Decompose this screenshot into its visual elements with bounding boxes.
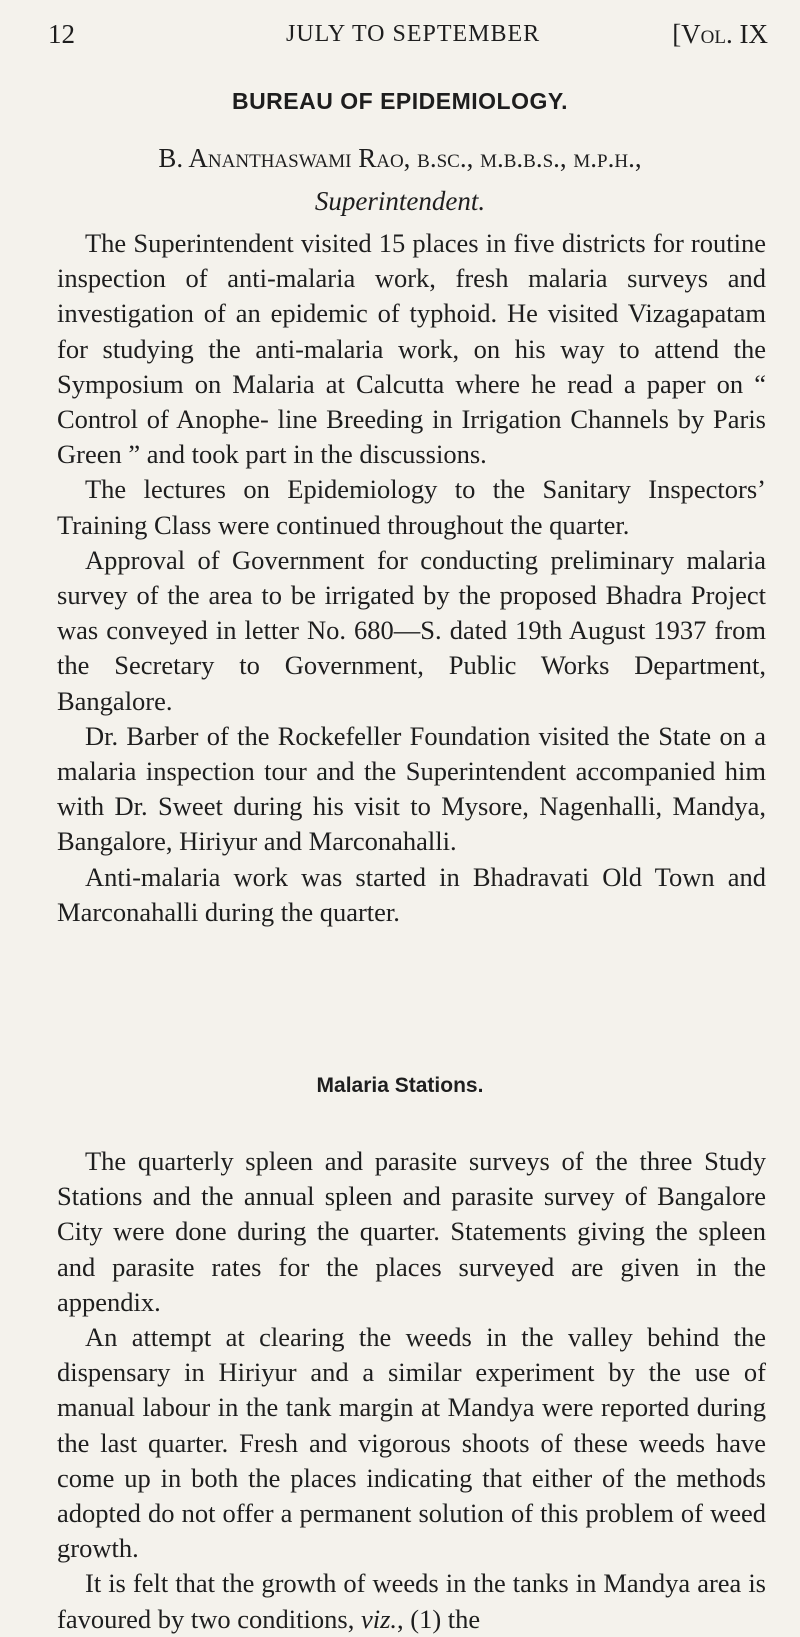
page-number: 12 xyxy=(48,19,75,49)
author-line: B. Ananthaswami Rao, b.sc., m.b.b.s., m.p.h., xyxy=(158,143,642,173)
running-title: JULY TO SEPTEMBER xyxy=(286,21,541,47)
volume-label: [Vol. IX xyxy=(672,19,768,49)
paragraph-rockefeller: Dr. Barber of the Rockefeller Foundation visited the State on a malaria inspection tour and the Superintendent accompanied him with Dr. Sweet during his visit to Mysore, Nagenhalli, Mandya, Bangalore, Hiriyur and Marconahalli. xyxy=(57,720,766,857)
malaria-stations-body xyxy=(57,1144,766,1637)
author-role: Superintendent. xyxy=(314,186,486,216)
paragraph-weed-growth xyxy=(57,1566,766,1636)
paragraph-anti-malaria-work: Anti-malaria work was started in Bhadravati Old Town and Marconahalli during the quarter. xyxy=(57,861,766,927)
section-heading-malaria-stations: Malaria Stations. xyxy=(316,1074,484,1097)
paragraph-superintendent-visits: The Superintendent visited 15 places in five districts for routine inspection of anti-malaria work, fresh malaria surveys and investigation of an epidemic of typhoid. He visited Vizagapatam for studying the anti-malaria work, on his way to attend the Symposium on Malaria at Calcutta where he read a paper on “ Control of Anophe- line Breeding in Irrigation Channels by Paris Green ” and took part in the discussions. xyxy=(57,228,766,470)
bureau-title: BUREAU OF EPIDEMIOLOGY. xyxy=(231,88,569,114)
weed-growth-text-end: , (1) the xyxy=(397,1603,481,1634)
viz-italic: viz. xyxy=(360,1603,398,1634)
weed-growth-text: It is felt that the growth of weeds in the tanks in Mandya area is favoured by two conditions, xyxy=(57,1568,766,1634)
paragraph-lectures: The lectures on Epidemiology to the Sanitary Inspectors’ Training Class were continued throughout the quarter. xyxy=(57,474,766,540)
paragraph-approval: Approval of Government for conducting preliminary malaria survey of the area to be irrigated by the proposed Bhadra Project was conveyed in letter No. 680—S. dated 19th August 1937 from the Secretary to Government, Public Works Department, Bangalore. xyxy=(57,544,766,716)
bureau-report-body xyxy=(57,226,766,930)
paragraph-weed-clearing: An attempt at clearing the weeds in the valley behind the dispensary in Hiriyur and a similar experiment by the use of manual labour in the tank margin at Mandya were reported during the last quarter. Fresh and vigorous shoots of these weeds have come up in both the places indicating that either of the methods adopted do not offer a permanent solution of this problem of weed growth. xyxy=(57,1322,766,1564)
running-header xyxy=(48,14,768,54)
paragraph-spleen-surveys: The quarterly spleen and parasite surveys of the three Study Stations and the annual spleen and parasite survey of Bangalore City were done during the quarter. Statements giving the spleen and parasite rates for the places surveyed are given in the appendix. xyxy=(57,1146,766,1317)
